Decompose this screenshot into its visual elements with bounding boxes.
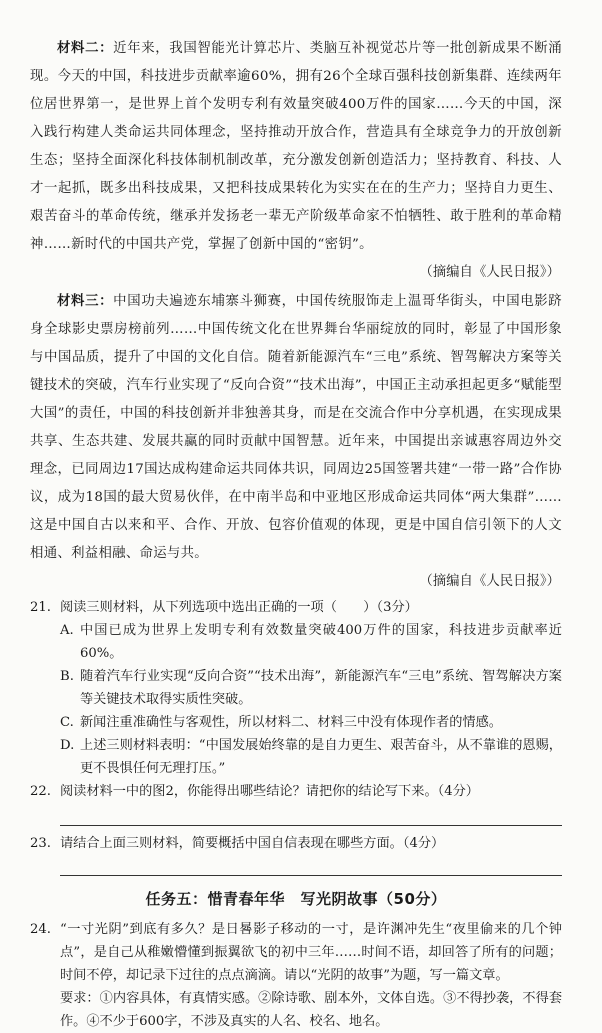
material-3-source: （摘编自《人民日报》）: [419, 574, 560, 589]
option-c: [30, 711, 562, 734]
question-22-number: 22.: [30, 784, 51, 799]
question-22: [30, 780, 562, 803]
requirements-text: ①内容具体，有真情实感。②除诗歌、剧本外，文体自选。③不得抄袭，不得套作。④不少于600字，不涉及真实的人名、校名、地名。: [60, 991, 563, 1029]
option-d-letter: D.: [60, 738, 75, 753]
question-23: [30, 832, 562, 855]
question-21: [30, 596, 562, 619]
option-a-text: 中国已成为世界上发明专利有效数量突破400万件的国家，科技进步贡献率近60%。: [80, 623, 562, 661]
material-2-text: 近年来，我国智能光计算芯片、类脑互补视觉芯片等一批创新成果不断涌现。今天的中国，科技进步贡献率逾60%，拥有26个全球百强科技创新集群、连续两年位居世界第一，是世界上首个发明专利有效量突破400万件的国家……今天的中国，深入践行构建人类命运共同体理念，坚持推动开放合作，营造具有全球竞争力的开放创新生态；坚持全面深化科技体制机制改革，充分激发创新创造活力；坚持教育、科技、人才一起抓，既多出科技成果，又把科技成果转化为实实在在的生产力；坚持自力更生、艰苦奋斗的革命传统，继承并发扬老一辈无产阶级革命家不怕牺牲、敢于胜利的革命精神……新时代的中国共产党，掌握了创新中国的“密钥”。: [30, 41, 562, 252]
question-21-stem: 阅读三则材料，从下列选项中选出正确的一项（ ）（3分）: [60, 600, 418, 615]
option-b-letter: B.: [60, 669, 74, 684]
option-a-letter: A.: [60, 623, 74, 638]
answer-line-22[interactable]: [60, 825, 562, 826]
question-23-number: 23.: [30, 836, 51, 851]
material-2-source: （摘编自《人民日报》）: [419, 265, 560, 280]
option-d: [30, 734, 562, 780]
material-2-paragraph: [30, 34, 562, 259]
question-21-number: 21.: [30, 600, 51, 615]
option-a: [30, 619, 562, 665]
task-5-heading: 任务五：惜青春年华 写光阴故事（50分）: [145, 890, 447, 908]
question-23-stem: 请结合上面三则材料，简要概括中国自信表现在哪些方面。（4分）: [60, 836, 445, 851]
requirements-label: 要求：: [60, 991, 100, 1006]
material-3-label: 材料三：: [57, 293, 114, 309]
question-24-requirements: [30, 987, 562, 1033]
question-24-number: 24.: [30, 922, 51, 937]
question-22-stem: 阅读材料一中的图2，你能得出哪些结论？请把你的结论写下来。（4分）: [60, 784, 479, 799]
material-3-text: 中国功夫遍迹东埔寨斗狮赛，中国传统服饰走上温哥华街头，中国电影跻身全球影史票房榜前列……中国传统文化在世界舞台华丽绽放的同时，彰显了中国形象与中国品质，提升了中国的文化自信。随着新能源汽车“三电”系统、智驾解决方案等关键技术的突破，汽车行业实现了“反向合资”“技术出海”，中国正主动承担起更多“赋能型大国”的责任，中国的科技创新并非独善其身，而是在交流合作中分享机遇，在实现成果共享、生态共建、发展共赢的同时贡献中国智慧。近年来，中国提出亲诚惠容周边外交理念，已同周边17国达成构建命运共同体共识，同周边25国签署共建“一带一路”合作协议，成为18国的最大贸易伙伴，在中南半岛和中亚地区形成命运共同体“两大集群”……这是中国自古以来和平、合作、开放、包容价值观的体现，更是中国自信引领下的人文相通、利益相融、命运与共。: [30, 294, 562, 561]
option-d-text: 上述三则材料表明：“中国发展始终靠的是自力更生、艰苦奋斗，从不靠谁的恩赐，更不畏惧任何无理打压。”: [80, 738, 562, 776]
material-3-paragraph: [30, 287, 562, 568]
option-c-letter: C.: [60, 715, 74, 730]
material-2-label: 材料二：: [57, 40, 114, 56]
option-c-text: 新闻注重准确性与客观性，所以材料二、材料三中没有体现作者的情感。: [80, 715, 502, 730]
option-b: [30, 665, 562, 711]
question-24: [30, 918, 562, 987]
option-b-text: 随着汽车行业实现“反向合资”“技术出海”，新能源汽车“三电”系统、智驾解决方案等关键技术取得实质性突破。: [80, 669, 562, 707]
question-24-stem: “一寸光阴”到底有多久？是日晷影子移动的一寸，是许渊冲先生“夜里偷来的几个钟点”，是自己从稚嫩懵懂到振翼欲飞的初中三年……时间不语，却回答了所有的问题；时间不停，却记录下过往的点点滴滴。请以“光阴的故事”为题，写一篇文章。: [60, 922, 562, 983]
